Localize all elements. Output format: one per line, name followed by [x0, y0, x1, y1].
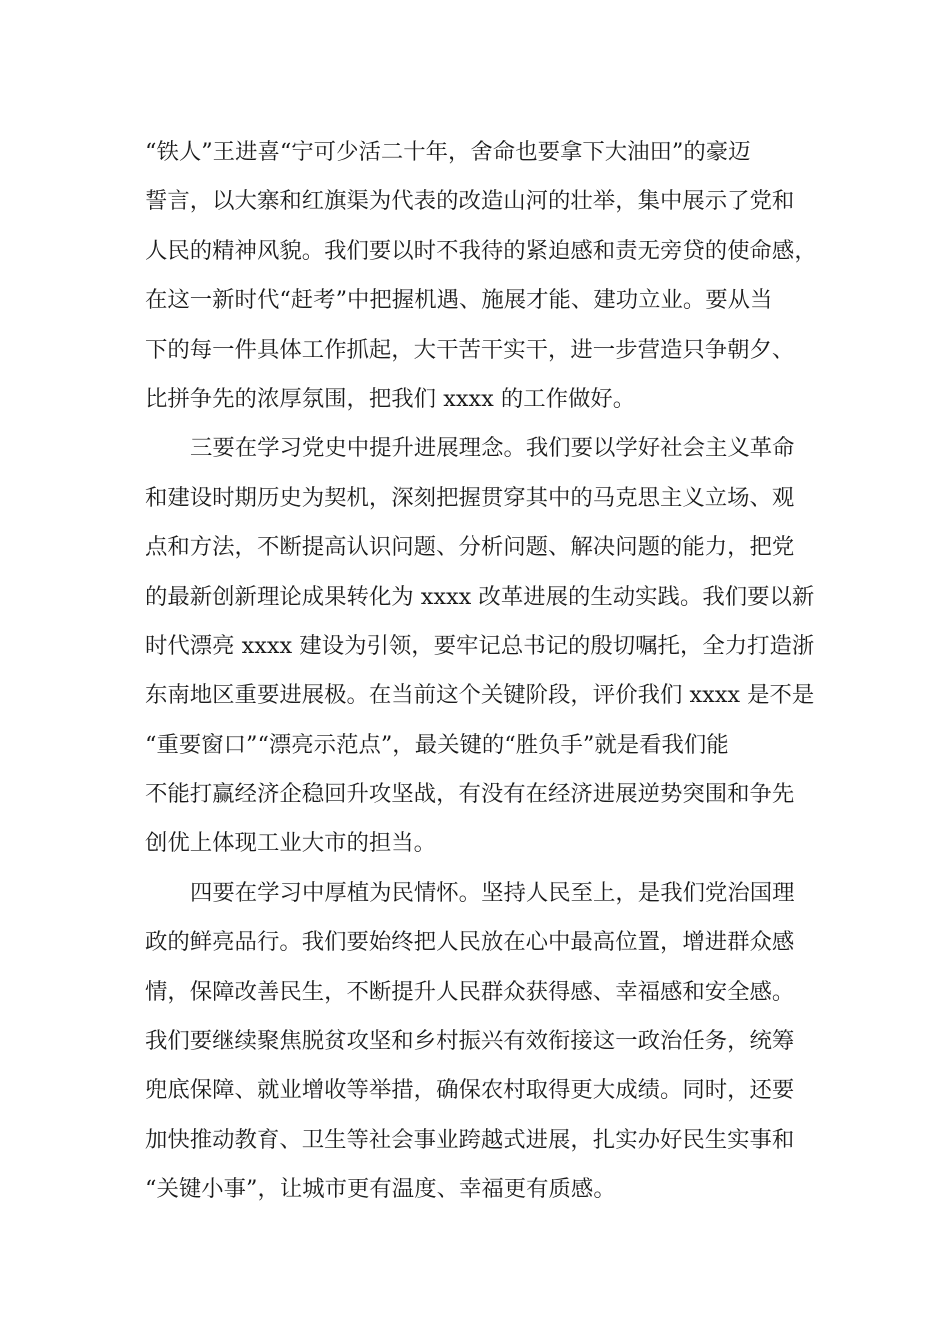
paragraph-line: 兜底保障、就业增收等举措，确保农村取得更大成绩。同时，还要	[145, 1077, 795, 1104]
paragraph-line: 人民的精神风貌。我们要以时不我待的紧迫感和责无旁贷的使命感，	[145, 237, 817, 264]
paragraph-line: “关键小事”，让城市更有温度、幸福更有质感。	[145, 1176, 616, 1203]
paragraph-line: 点和方法，不断提高认识问题、分析问题、解决问题的能力，把党	[145, 534, 795, 561]
paragraph-line: 情，保障改善民生，不断提升人民群众获得感、幸福感和安全感。	[145, 978, 795, 1005]
paragraph-line: 加快推动教育、卫生等社会事业跨越式进展，扎实办好民生实事和	[145, 1126, 795, 1153]
paragraph-line: 东南地区重要进展极。在当前这个关键阶段，评价我们 xxxx 是不是	[145, 682, 815, 709]
paragraph-1	[145, 128, 825, 424]
paragraph-2	[145, 424, 825, 869]
paragraph-line: 三要在学习党史中提升进展理念。我们要以学好社会主义革命	[190, 435, 795, 462]
paragraph-line: 我们要继续聚焦脱贫攻坚和乡村振兴有效衔接这一政治任务，统筹	[145, 1028, 795, 1055]
paragraph-line: 在这一新时代“赶考”中把握机遇、施展才能、建功立业。要从当	[145, 287, 773, 314]
paragraph-line: 创优上体现工业大市的担当。	[145, 830, 437, 857]
document-body	[145, 128, 825, 1215]
paragraph-line: 誓言，以大寨和红旗渠为代表的改造山河的壮举，集中展示了党和	[145, 188, 795, 215]
paragraph-line: 政的鲜亮品行。我们要始终把人民放在心中最高位置，增进群众感	[145, 929, 795, 956]
paragraph-line: 不能打赢经济企稳回升攻坚战，有没有在经济进展逆势突围和争先	[145, 781, 795, 808]
paragraph-3	[145, 869, 825, 1215]
paragraph-line: 下的每一件具体工作抓起，大干苦干实干，进一步营造只争朝夕、	[145, 336, 795, 363]
paragraph-line: “铁人”王进喜“宁可少活二十年，舍命也要拿下大油田”的豪迈	[145, 139, 751, 165]
paragraph-line: 和建设时期历史为契机，深刻把握贯穿其中的马克思主义立场、观	[145, 484, 795, 511]
paragraph-line: 比拼争先的浓厚氛围，把我们 xxxx 的工作做好。	[145, 385, 636, 412]
paragraph-line: 时代漂亮 xxxx 建设为引领，要牢记总书记的殷切嘱托，全力打造浙	[145, 632, 815, 659]
paragraph-line: 四要在学习中厚植为民情怀。坚持人民至上，是我们党治国理	[190, 879, 795, 906]
paragraph-line: 的最新创新理论成果转化为 xxxx 改革进展的生动实践。我们要以新	[145, 583, 815, 610]
paragraph-line: “重要窗口”“漂亮示范点”，最关键的“胜负手”就是看我们能	[145, 731, 729, 758]
